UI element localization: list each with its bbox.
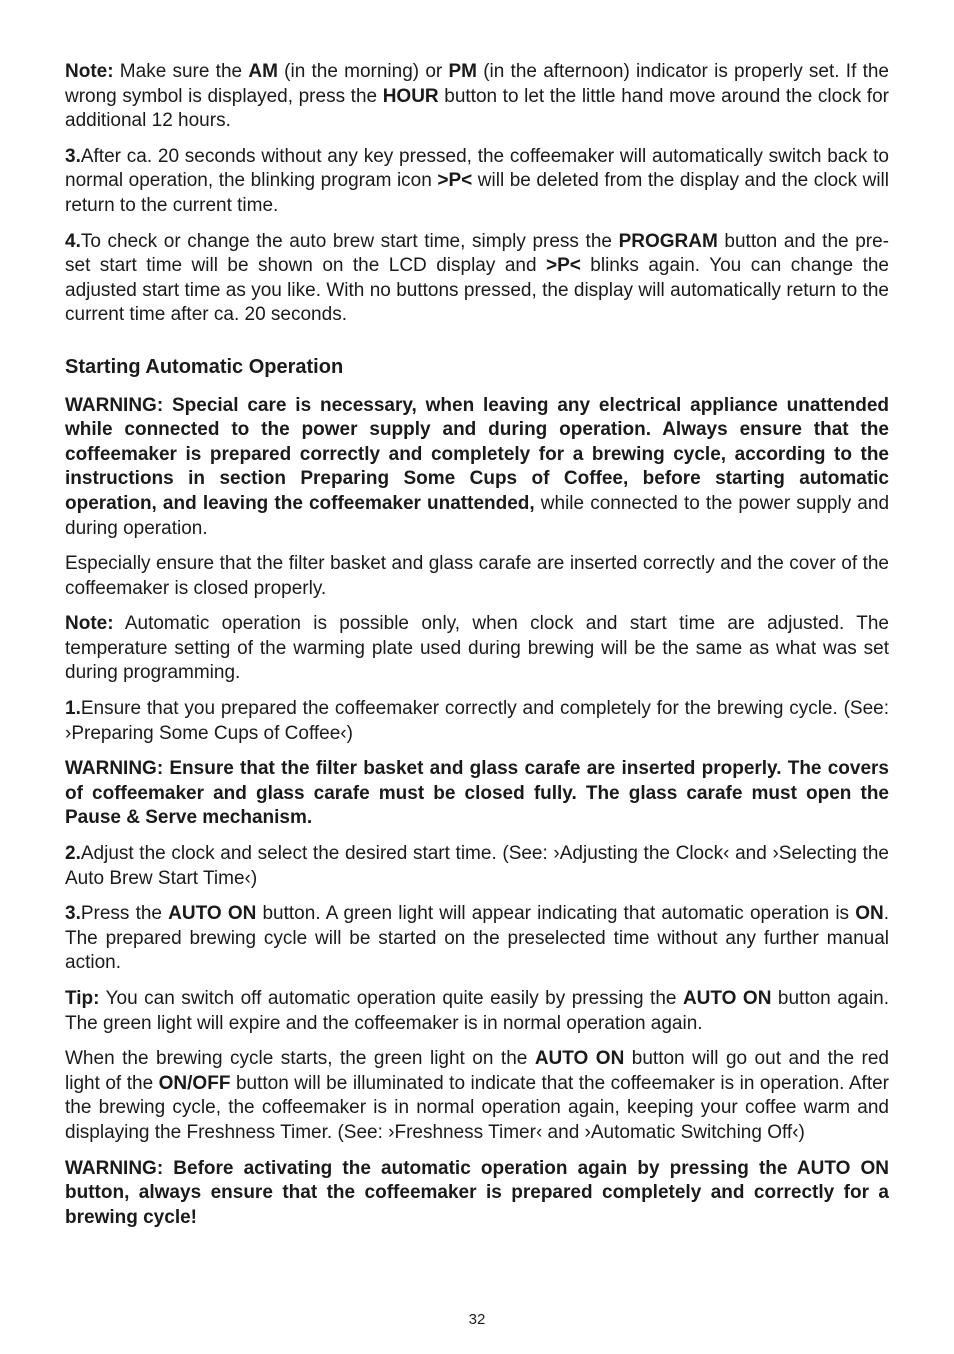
step-1-prepare [65,697,889,746]
step-text: button. A green light will appear indicating that automatic operation is [256,903,856,925]
step-text: button and the pre-set start time will be shown on the LCD display and [65,230,889,277]
step-number: 2. [65,843,81,865]
section-heading: Starting Automatic Operation [65,355,344,378]
note-text: (in the afternoon) indicator is properly set. If the wrong symbol is displayed, press the [65,61,889,107]
step-text: . The prepared brewing cycle will be started on the preselected time without any further manual action. [65,903,889,974]
note-text: Make sure the [113,61,249,82]
warning-filter-basket [65,757,889,831]
note-label: Note: [65,61,114,82]
warning-label: WARNING: [65,394,164,416]
body-text: button will go out and the red light of the [65,1048,889,1094]
hour-button-label: HOUR [382,85,439,107]
warning-text: Ensure that the filter basket and glass carafe are inserted properly. The covers of coffeemaker and glass carafe must be closed fully. The glass carafe must open the Pause & Serve mechanism. [65,758,889,829]
step-text: Adjust the clock and select the desired start time. (See: ›Adjusting the Clock‹ and ›Selecting the Auto Brew Start Time‹) [65,843,889,889]
step-number: 1. [65,698,81,720]
auto-on-button-label: AUTO ON [682,988,772,1009]
tip-paragraph [65,987,889,1036]
body-text: When the brewing cycle starts, the green light on the [65,1048,535,1070]
warning-text: Before activating the automatic operation again by pressing the AUTO ON button, always ensure that the coffeemaker is prepared completely and correctly for a brewing cycle! [65,1157,889,1228]
tip-text: You can switch off automatic operation quite easily by pressing the [99,988,683,1009]
step-number: 4. [65,230,81,252]
tip-text: button again. The green light will expire and the coffeemaker is in normal operation again. [65,988,890,1034]
step-2-adjust-clock [65,842,889,891]
step-4-check-start-time [65,230,889,328]
warning-text: Special care is necessary, when leaving any electrical appliance unattended while connected to the power supply and during operation. Always ensure that the coffeemaker is prepared correctly and completely for a brewing cycle, according to the instructions in section Preparing Some Cups of Coffee, before starting automatic operation, and leaving the coffeemaker unattended, [65,394,889,514]
step-3-return-normal [65,145,889,219]
step-number: 3. [65,145,81,167]
program-icon-label: >P< [437,170,473,192]
step-number: 3. [65,903,81,925]
warning-unattended [65,394,889,542]
step-text: Ensure that you prepared the coffeemaker correctly and completely for the brewing cycle. (See: ›Preparing Some Cups of Coffee‹) [65,698,889,744]
brewing-starts-paragraph [65,1047,889,1145]
warning-text-normal: while connected to the power supply and during operation. [65,492,890,539]
on-off-button-label: ON/OFF [158,1072,231,1094]
program-button-label: PROGRAM [618,230,718,252]
step-text: To check or change the auto brew start time, simply press the [80,230,619,252]
auto-on-button-label: AUTO ON [534,1048,625,1070]
step-text: will be deleted from the display and the clock will return to the current time. [65,170,889,216]
note-text: button to let the little hand move around the clock for additional 12 hours. [65,85,889,132]
program-icon-label: >P< [545,255,581,277]
especially-paragraph: Especially ensure that the filter basket and glass carafe are inserted correctly and the cover of the coffeemaker is closed properly. [65,553,889,599]
pm-label: PM [448,61,477,82]
step-3-auto-on [65,902,889,976]
note-text: Automatic operation is possible only, when clock and start time are adjusted. The temperature setting of the warming plate used during brewing will be the same as what was set during programming. [65,613,889,684]
step-text: Press the [80,903,169,925]
am-label: AM [248,61,278,82]
page-number: 32 [468,1311,486,1328]
note-label: Note: [65,613,114,635]
warning-label: WARNING: [65,1157,164,1179]
step-text: blinks again. You can change the adjusted start time as you like. With no buttons pressed, the display will automatically return to the current time after ca. 20 seconds. [65,255,889,326]
tip-label: Tip: [65,988,100,1009]
note-automatic-operation [65,612,889,686]
manual-page [65,60,889,1241]
note-am-pm [65,60,889,134]
step-text: After ca. 20 seconds without any key pressed, the coffeemaker will automatically switch back to normal operation, the blinking program icon [65,145,889,192]
auto-on-button-label: AUTO ON [168,903,257,925]
on-label: ON [855,903,884,925]
body-text: button will be illuminated to indicate that the coffeemaker is in operation. After the brewing cycle, the coffeemaker is in normal operation again, keeping your coffee warm and displaying the Freshness Timer. (See: ›Freshness Timer‹ and ›Automatic Switching Off‹) [65,1072,889,1143]
warning-before-activating [65,1157,889,1231]
warning-label: WARNING: [65,758,164,780]
note-text: (in the morning) or [277,61,449,82]
